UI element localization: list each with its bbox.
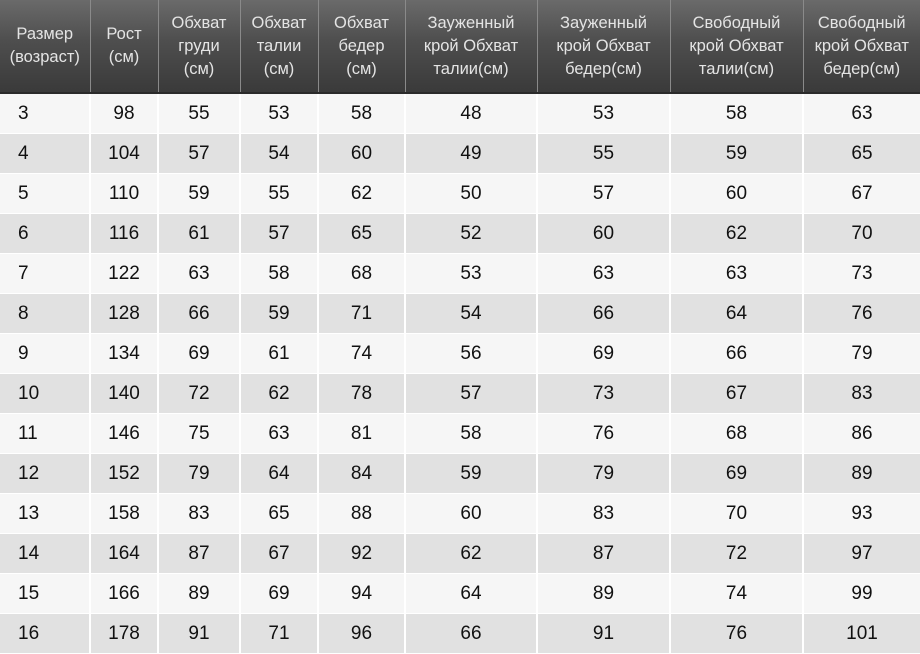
header-row (0, 0, 920, 93)
hips-cell: 74 (318, 334, 405, 374)
size-cell: 7 (0, 254, 90, 294)
size-cell: 10 (0, 374, 90, 414)
waist-cell: 57 (240, 214, 318, 254)
chest-cell: 72 (158, 374, 240, 414)
waist-cell: 55 (240, 174, 318, 214)
size-cell: 14 (0, 534, 90, 574)
loose-waist-cell: 58 (670, 93, 803, 134)
loose-waist-cell: 62 (670, 214, 803, 254)
table-row (0, 614, 920, 654)
chest-cell: 91 (158, 614, 240, 654)
height-cell: 158 (90, 494, 158, 534)
loose-hips-cell: 79 (803, 334, 920, 374)
waist-cell: 58 (240, 254, 318, 294)
loose-hips-cell: 65 (803, 134, 920, 174)
slim-waist-cell: 53 (405, 254, 537, 294)
slim-hips-cell: 87 (537, 534, 670, 574)
slim-hips-cell: 57 (537, 174, 670, 214)
table-row (0, 174, 920, 214)
height-cell: 128 (90, 294, 158, 334)
slim-hips-cell: 73 (537, 374, 670, 414)
hips-cell: 62 (318, 174, 405, 214)
column-header-slim-waist: Зауженный крой Обхват талии(см) (405, 0, 537, 93)
slim-hips-cell: 89 (537, 574, 670, 614)
size-cell: 3 (0, 93, 90, 134)
slim-waist-cell: 59 (405, 454, 537, 494)
loose-hips-cell: 83 (803, 374, 920, 414)
height-cell: 122 (90, 254, 158, 294)
height-cell: 104 (90, 134, 158, 174)
table-row (0, 374, 920, 414)
chest-cell: 63 (158, 254, 240, 294)
chest-cell: 66 (158, 294, 240, 334)
loose-waist-cell: 59 (670, 134, 803, 174)
waist-cell: 67 (240, 534, 318, 574)
height-cell: 164 (90, 534, 158, 574)
size-cell: 4 (0, 134, 90, 174)
size-cell: 5 (0, 174, 90, 214)
slim-waist-cell: 58 (405, 414, 537, 454)
chest-cell: 55 (158, 93, 240, 134)
column-header-slim-hips: Зауженный крой Обхват бедер(см) (537, 0, 670, 93)
column-header-waist: Обхват талии (см) (240, 0, 318, 93)
height-cell: 178 (90, 614, 158, 654)
hips-cell: 94 (318, 574, 405, 614)
slim-waist-cell: 52 (405, 214, 537, 254)
hips-cell: 88 (318, 494, 405, 534)
height-cell: 146 (90, 414, 158, 454)
slim-waist-cell: 66 (405, 614, 537, 654)
height-cell: 140 (90, 374, 158, 414)
slim-hips-cell: 76 (537, 414, 670, 454)
waist-cell: 63 (240, 414, 318, 454)
height-cell: 134 (90, 334, 158, 374)
hips-cell: 81 (318, 414, 405, 454)
waist-cell: 61 (240, 334, 318, 374)
slim-waist-cell: 57 (405, 374, 537, 414)
loose-waist-cell: 64 (670, 294, 803, 334)
chest-cell: 61 (158, 214, 240, 254)
loose-hips-cell: 67 (803, 174, 920, 214)
waist-cell: 53 (240, 93, 318, 134)
loose-waist-cell: 72 (670, 534, 803, 574)
waist-cell: 71 (240, 614, 318, 654)
hips-cell: 65 (318, 214, 405, 254)
size-cell: 11 (0, 414, 90, 454)
column-header-hips: Обхват бедер (см) (318, 0, 405, 93)
column-header-loose-hips: Свободный крой Обхват бедер(см) (803, 0, 920, 93)
chest-cell: 75 (158, 414, 240, 454)
hips-cell: 68 (318, 254, 405, 294)
chest-cell: 87 (158, 534, 240, 574)
slim-waist-cell: 54 (405, 294, 537, 334)
loose-waist-cell: 66 (670, 334, 803, 374)
hips-cell: 60 (318, 134, 405, 174)
slim-hips-cell: 60 (537, 214, 670, 254)
waist-cell: 62 (240, 374, 318, 414)
loose-hips-cell: 70 (803, 214, 920, 254)
loose-hips-cell: 101 (803, 614, 920, 654)
table-body (0, 93, 920, 654)
table-header (0, 0, 920, 93)
height-cell: 152 (90, 454, 158, 494)
table-row (0, 294, 920, 334)
table-row (0, 93, 920, 134)
slim-hips-cell: 63 (537, 254, 670, 294)
table-row (0, 454, 920, 494)
loose-waist-cell: 67 (670, 374, 803, 414)
column-header-chest: Обхват груди (см) (158, 0, 240, 93)
waist-cell: 69 (240, 574, 318, 614)
table-row (0, 494, 920, 534)
column-header-loose-waist: Свободный крой Обхват талии(см) (670, 0, 803, 93)
loose-hips-cell: 63 (803, 93, 920, 134)
chest-cell: 69 (158, 334, 240, 374)
hips-cell: 78 (318, 374, 405, 414)
loose-waist-cell: 70 (670, 494, 803, 534)
loose-waist-cell: 74 (670, 574, 803, 614)
loose-hips-cell: 93 (803, 494, 920, 534)
table-row (0, 214, 920, 254)
hips-cell: 58 (318, 93, 405, 134)
slim-waist-cell: 60 (405, 494, 537, 534)
size-cell: 15 (0, 574, 90, 614)
height-cell: 98 (90, 93, 158, 134)
loose-waist-cell: 68 (670, 414, 803, 454)
slim-hips-cell: 55 (537, 134, 670, 174)
loose-hips-cell: 97 (803, 534, 920, 574)
size-cell: 6 (0, 214, 90, 254)
size-cell: 12 (0, 454, 90, 494)
hips-cell: 84 (318, 454, 405, 494)
height-cell: 116 (90, 214, 158, 254)
slim-waist-cell: 49 (405, 134, 537, 174)
hips-cell: 71 (318, 294, 405, 334)
loose-waist-cell: 63 (670, 254, 803, 294)
waist-cell: 54 (240, 134, 318, 174)
column-header-size-age: Размер (возраст) (0, 0, 90, 93)
slim-hips-cell: 79 (537, 454, 670, 494)
loose-hips-cell: 73 (803, 254, 920, 294)
size-cell: 8 (0, 294, 90, 334)
table-row (0, 334, 920, 374)
hips-cell: 96 (318, 614, 405, 654)
height-cell: 166 (90, 574, 158, 614)
chest-cell: 59 (158, 174, 240, 214)
loose-hips-cell: 99 (803, 574, 920, 614)
slim-hips-cell: 69 (537, 334, 670, 374)
chest-cell: 89 (158, 574, 240, 614)
height-cell: 110 (90, 174, 158, 214)
loose-hips-cell: 86 (803, 414, 920, 454)
slim-waist-cell: 56 (405, 334, 537, 374)
table-row (0, 254, 920, 294)
slim-waist-cell: 50 (405, 174, 537, 214)
waist-cell: 64 (240, 454, 318, 494)
size-cell: 13 (0, 494, 90, 534)
loose-waist-cell: 76 (670, 614, 803, 654)
slim-hips-cell: 66 (537, 294, 670, 334)
slim-hips-cell: 83 (537, 494, 670, 534)
slim-waist-cell: 64 (405, 574, 537, 614)
slim-waist-cell: 48 (405, 93, 537, 134)
loose-hips-cell: 76 (803, 294, 920, 334)
table-row (0, 414, 920, 454)
table-row (0, 574, 920, 614)
waist-cell: 65 (240, 494, 318, 534)
chest-cell: 83 (158, 494, 240, 534)
slim-waist-cell: 62 (405, 534, 537, 574)
loose-waist-cell: 69 (670, 454, 803, 494)
loose-hips-cell: 89 (803, 454, 920, 494)
loose-waist-cell: 60 (670, 174, 803, 214)
hips-cell: 92 (318, 534, 405, 574)
waist-cell: 59 (240, 294, 318, 334)
table-row (0, 134, 920, 174)
slim-hips-cell: 91 (537, 614, 670, 654)
column-header-height: Рост (см) (90, 0, 158, 93)
slim-hips-cell: 53 (537, 93, 670, 134)
size-cell: 9 (0, 334, 90, 374)
table-row (0, 534, 920, 574)
size-cell: 16 (0, 614, 90, 654)
chest-cell: 57 (158, 134, 240, 174)
chest-cell: 79 (158, 454, 240, 494)
